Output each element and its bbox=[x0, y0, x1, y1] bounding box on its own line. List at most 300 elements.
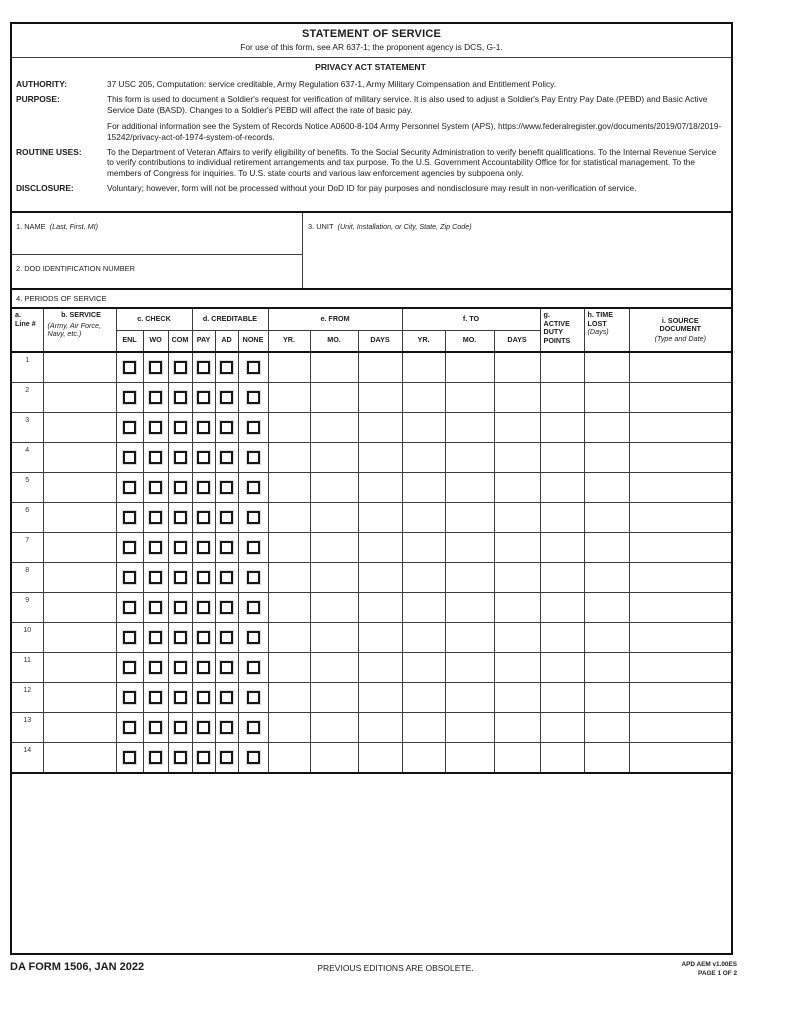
enl-checkbox[interactable] bbox=[123, 751, 136, 764]
wo-checkbox[interactable] bbox=[149, 451, 162, 464]
periods-table-body bbox=[12, 352, 731, 772]
from-mo-cell[interactable] bbox=[310, 502, 358, 532]
com-checkbox[interactable] bbox=[174, 571, 187, 584]
to-yr-cell[interactable] bbox=[402, 382, 445, 412]
wo-checkbox[interactable] bbox=[149, 511, 162, 524]
pay-checkbox[interactable] bbox=[197, 481, 210, 494]
col-header-from-days: DAYS bbox=[358, 330, 402, 352]
enl-checkbox[interactable] bbox=[123, 721, 136, 734]
col-header-pay: PAY bbox=[192, 330, 215, 352]
ad-cell bbox=[215, 622, 238, 652]
enl-checkbox[interactable] bbox=[123, 631, 136, 644]
to-mo-cell[interactable] bbox=[445, 622, 494, 652]
wo-checkbox[interactable] bbox=[149, 391, 162, 404]
from-mo-cell[interactable] bbox=[310, 382, 358, 412]
name-field[interactable] bbox=[12, 213, 302, 255]
to-days-cell[interactable] bbox=[494, 532, 540, 562]
com-checkbox[interactable] bbox=[174, 541, 187, 554]
time-lost-cell[interactable] bbox=[584, 622, 629, 652]
line-number-cell: 5 bbox=[12, 472, 43, 502]
periods-of-service-header: 4. PERIODS OF SERVICE bbox=[12, 290, 731, 309]
none-checkbox[interactable] bbox=[247, 631, 260, 644]
active-duty-points-cell[interactable] bbox=[540, 382, 584, 412]
pay-checkbox[interactable] bbox=[197, 661, 210, 674]
to-yr-cell[interactable] bbox=[402, 442, 445, 472]
none-checkbox[interactable] bbox=[247, 361, 260, 374]
ad-checkbox[interactable] bbox=[220, 481, 233, 494]
to-yr-cell[interactable] bbox=[402, 712, 445, 742]
from-days-cell[interactable] bbox=[358, 472, 402, 502]
ad-checkbox[interactable] bbox=[220, 541, 233, 554]
time-lost-cell[interactable] bbox=[584, 502, 629, 532]
to-yr-cell[interactable] bbox=[402, 352, 445, 382]
enl-cell bbox=[116, 472, 143, 502]
com-checkbox[interactable] bbox=[174, 421, 187, 434]
ad-checkbox[interactable] bbox=[220, 421, 233, 434]
ad-cell bbox=[215, 382, 238, 412]
time-lost-cell[interactable] bbox=[584, 742, 629, 772]
routine-uses-row bbox=[16, 147, 725, 178]
com-checkbox[interactable] bbox=[174, 451, 187, 464]
to-days-cell[interactable] bbox=[494, 352, 540, 382]
source-document-cell[interactable] bbox=[629, 502, 731, 532]
to-mo-cell[interactable] bbox=[445, 562, 494, 592]
enl-checkbox[interactable] bbox=[123, 451, 136, 464]
to-mo-cell[interactable] bbox=[445, 352, 494, 382]
com-checkbox[interactable] bbox=[174, 661, 187, 674]
to-yr-cell[interactable] bbox=[402, 652, 445, 682]
from-yr-cell[interactable] bbox=[268, 682, 310, 712]
source-document-cell[interactable] bbox=[629, 682, 731, 712]
privacy-act-header: PRIVACY ACT STATEMENT bbox=[315, 62, 426, 72]
from-mo-cell[interactable] bbox=[310, 652, 358, 682]
pay-cell bbox=[192, 472, 215, 502]
to-days-cell[interactable] bbox=[494, 742, 540, 772]
service-cell[interactable] bbox=[43, 382, 116, 412]
from-yr-cell[interactable] bbox=[268, 412, 310, 442]
to-yr-cell[interactable] bbox=[402, 742, 445, 772]
none-checkbox[interactable] bbox=[247, 391, 260, 404]
authority-label: AUTHORITY: bbox=[16, 79, 68, 89]
col-group-to: f. TO bbox=[402, 309, 540, 330]
none-cell bbox=[238, 682, 268, 712]
time-lost-cell[interactable] bbox=[584, 532, 629, 562]
time-lost-cell[interactable] bbox=[584, 412, 629, 442]
from-days-cell[interactable] bbox=[358, 622, 402, 652]
wo-checkbox[interactable] bbox=[149, 661, 162, 674]
wo-cell bbox=[143, 562, 168, 592]
to-yr-cell[interactable] bbox=[402, 682, 445, 712]
ad-cell bbox=[215, 712, 238, 742]
from-days-cell[interactable] bbox=[358, 532, 402, 562]
service-cell[interactable] bbox=[43, 592, 116, 622]
com-checkbox[interactable] bbox=[174, 361, 187, 374]
none-checkbox[interactable] bbox=[247, 691, 260, 704]
service-cell[interactable] bbox=[43, 562, 116, 592]
ad-cell bbox=[215, 652, 238, 682]
wo-checkbox[interactable] bbox=[149, 481, 162, 494]
to-mo-cell[interactable] bbox=[445, 652, 494, 682]
to-mo-cell[interactable] bbox=[445, 592, 494, 622]
pay-cell bbox=[192, 382, 215, 412]
to-days-cell[interactable] bbox=[494, 562, 540, 592]
source-document-cell[interactable] bbox=[629, 742, 731, 772]
to-days-cell[interactable] bbox=[494, 682, 540, 712]
active-duty-points-cell[interactable] bbox=[540, 712, 584, 742]
purpose-paragraph-2: For additional information see the System of Records Notice A0600-8-104 Army Personnel System (APS), https://www.federalregister.gov/documents/2019/07/18/2019-15242/privacy-act-of-1974-system-of-records. bbox=[107, 121, 722, 142]
from-yr-cell[interactable] bbox=[268, 502, 310, 532]
table-row bbox=[12, 592, 731, 622]
wo-checkbox[interactable] bbox=[149, 631, 162, 644]
ad-checkbox[interactable] bbox=[220, 451, 233, 464]
active-duty-points-cell[interactable] bbox=[540, 412, 584, 442]
enl-cell bbox=[116, 622, 143, 652]
from-days-cell[interactable] bbox=[358, 442, 402, 472]
service-cell[interactable] bbox=[43, 472, 116, 502]
from-yr-cell[interactable] bbox=[268, 532, 310, 562]
to-days-cell[interactable] bbox=[494, 622, 540, 652]
from-days-cell[interactable] bbox=[358, 382, 402, 412]
com-checkbox[interactable] bbox=[174, 601, 187, 614]
from-mo-cell[interactable] bbox=[310, 442, 358, 472]
from-days-cell[interactable] bbox=[358, 352, 402, 382]
source-document-cell[interactable] bbox=[629, 562, 731, 592]
ad-checkbox[interactable] bbox=[220, 631, 233, 644]
time-lost-cell[interactable] bbox=[584, 712, 629, 742]
none-cell bbox=[238, 412, 268, 442]
none-checkbox[interactable] bbox=[247, 751, 260, 764]
to-days-cell[interactable] bbox=[494, 592, 540, 622]
com-cell bbox=[168, 652, 192, 682]
none-checkbox[interactable] bbox=[247, 721, 260, 734]
com-cell bbox=[168, 562, 192, 592]
source-document-cell[interactable] bbox=[629, 382, 731, 412]
service-cell[interactable] bbox=[43, 412, 116, 442]
from-days-cell[interactable] bbox=[358, 412, 402, 442]
service-cell[interactable] bbox=[43, 742, 116, 772]
com-checkbox[interactable] bbox=[174, 751, 187, 764]
service-cell[interactable] bbox=[43, 652, 116, 682]
none-cell bbox=[238, 382, 268, 412]
none-checkbox[interactable] bbox=[247, 421, 260, 434]
col-header-wo: WO bbox=[143, 330, 168, 352]
from-days-cell[interactable] bbox=[358, 502, 402, 532]
enl-checkbox[interactable] bbox=[123, 481, 136, 494]
com-checkbox[interactable] bbox=[174, 511, 187, 524]
ad-checkbox[interactable] bbox=[220, 511, 233, 524]
to-yr-cell[interactable] bbox=[402, 472, 445, 502]
to-yr-cell[interactable] bbox=[402, 412, 445, 442]
source-document-cell[interactable] bbox=[629, 472, 731, 502]
none-checkbox[interactable] bbox=[247, 481, 260, 494]
to-days-cell[interactable] bbox=[494, 502, 540, 532]
from-yr-cell[interactable] bbox=[268, 562, 310, 592]
from-days-cell[interactable] bbox=[358, 682, 402, 712]
from-yr-cell[interactable] bbox=[268, 712, 310, 742]
com-cell bbox=[168, 592, 192, 622]
wo-checkbox[interactable] bbox=[149, 721, 162, 734]
active-duty-points-cell[interactable] bbox=[540, 442, 584, 472]
from-yr-cell[interactable] bbox=[268, 472, 310, 502]
name-field-label: 1. NAME (Last, First, MI) bbox=[16, 222, 99, 231]
line-number-cell: 4 bbox=[12, 442, 43, 472]
time-lost-cell[interactable] bbox=[584, 592, 629, 622]
to-mo-cell[interactable] bbox=[445, 742, 494, 772]
to-yr-cell[interactable] bbox=[402, 502, 445, 532]
col-header-line: a. Line # bbox=[12, 309, 43, 352]
routine-uses-text: To the Department of Veteran Affairs to verify eligibility of benefits. To the Social Security Administration to verify benefit qualifications. To the Internal Revenue Service to verify contributions to individual retirement arrangements and tax purpose. To the U.S. Government Accountability Office for for statistical management. To the members of Congress for inquiries. To U.S. state courts and various law enforcement agencies by subpoena only. bbox=[107, 147, 717, 178]
wo-checkbox[interactable] bbox=[149, 361, 162, 374]
enl-checkbox[interactable] bbox=[123, 361, 136, 374]
pay-cell bbox=[192, 442, 215, 472]
active-duty-points-cell[interactable] bbox=[540, 502, 584, 532]
col-header-com: COM bbox=[168, 330, 192, 352]
service-cell[interactable] bbox=[43, 622, 116, 652]
com-checkbox[interactable] bbox=[174, 631, 187, 644]
col-group-creditable: d. CREDITABLE bbox=[192, 309, 268, 330]
authority-row bbox=[16, 79, 725, 89]
time-lost-cell[interactable] bbox=[584, 382, 629, 412]
from-days-cell[interactable] bbox=[358, 562, 402, 592]
pay-checkbox[interactable] bbox=[197, 451, 210, 464]
from-yr-cell[interactable] bbox=[268, 352, 310, 382]
wo-cell bbox=[143, 472, 168, 502]
source-document-cell[interactable] bbox=[629, 442, 731, 472]
enl-cell bbox=[116, 412, 143, 442]
time-lost-cell[interactable] bbox=[584, 352, 629, 382]
to-yr-cell[interactable] bbox=[402, 622, 445, 652]
com-cell bbox=[168, 622, 192, 652]
col-header-enl: ENL bbox=[116, 330, 143, 352]
time-lost-cell[interactable] bbox=[584, 652, 629, 682]
from-mo-cell[interactable] bbox=[310, 682, 358, 712]
active-duty-points-cell[interactable] bbox=[540, 352, 584, 382]
none-cell bbox=[238, 742, 268, 772]
to-days-cell[interactable] bbox=[494, 712, 540, 742]
pay-checkbox[interactable] bbox=[197, 601, 210, 614]
wo-cell bbox=[143, 532, 168, 562]
active-duty-points-cell[interactable] bbox=[540, 652, 584, 682]
source-document-cell[interactable] bbox=[629, 352, 731, 382]
time-lost-cell[interactable] bbox=[584, 472, 629, 502]
com-checkbox[interactable] bbox=[174, 481, 187, 494]
service-cell[interactable] bbox=[43, 712, 116, 742]
line-number-cell: 1 bbox=[12, 352, 43, 382]
to-mo-cell[interactable] bbox=[445, 682, 494, 712]
pay-checkbox[interactable] bbox=[197, 511, 210, 524]
com-checkbox[interactable] bbox=[174, 691, 187, 704]
ad-cell bbox=[215, 352, 238, 382]
source-document-cell[interactable] bbox=[629, 412, 731, 442]
source-document-cell[interactable] bbox=[629, 532, 731, 562]
to-days-cell[interactable] bbox=[494, 472, 540, 502]
ad-checkbox[interactable] bbox=[220, 391, 233, 404]
from-mo-cell[interactable] bbox=[310, 472, 358, 502]
none-checkbox[interactable] bbox=[247, 451, 260, 464]
pay-checkbox[interactable] bbox=[197, 721, 210, 734]
to-mo-cell[interactable] bbox=[445, 502, 494, 532]
page-number: PAGE 1 OF 2 bbox=[698, 969, 737, 977]
from-days-cell[interactable] bbox=[358, 712, 402, 742]
from-yr-cell[interactable] bbox=[268, 742, 310, 772]
apd-version: APD AEM v1.00ES bbox=[681, 961, 737, 968]
active-duty-points-cell[interactable] bbox=[540, 472, 584, 502]
pay-checkbox[interactable] bbox=[197, 631, 210, 644]
to-yr-cell[interactable] bbox=[402, 592, 445, 622]
none-checkbox[interactable] bbox=[247, 511, 260, 524]
pay-checkbox[interactable] bbox=[197, 541, 210, 554]
wo-cell bbox=[143, 352, 168, 382]
table-row bbox=[12, 382, 731, 412]
active-duty-points-cell[interactable] bbox=[540, 622, 584, 652]
ad-checkbox[interactable] bbox=[220, 721, 233, 734]
pay-checkbox[interactable] bbox=[197, 391, 210, 404]
from-mo-cell[interactable] bbox=[310, 532, 358, 562]
from-days-cell[interactable] bbox=[358, 652, 402, 682]
enl-checkbox[interactable] bbox=[123, 391, 136, 404]
none-checkbox[interactable] bbox=[247, 541, 260, 554]
enl-checkbox[interactable] bbox=[123, 541, 136, 554]
active-duty-points-cell[interactable] bbox=[540, 532, 584, 562]
identification-fields bbox=[12, 213, 731, 290]
pay-cell bbox=[192, 412, 215, 442]
service-cell[interactable] bbox=[43, 502, 116, 532]
ad-checkbox[interactable] bbox=[220, 361, 233, 374]
ad-checkbox[interactable] bbox=[220, 661, 233, 674]
service-cell[interactable] bbox=[43, 532, 116, 562]
ad-checkbox[interactable] bbox=[220, 751, 233, 764]
to-mo-cell[interactable] bbox=[445, 712, 494, 742]
pay-cell bbox=[192, 562, 215, 592]
ad-checkbox[interactable] bbox=[220, 691, 233, 704]
wo-checkbox[interactable] bbox=[149, 421, 162, 434]
line-number-cell: 12 bbox=[12, 682, 43, 712]
to-yr-cell[interactable] bbox=[402, 562, 445, 592]
pay-checkbox[interactable] bbox=[197, 421, 210, 434]
active-duty-points-cell[interactable] bbox=[540, 562, 584, 592]
source-document-cell[interactable] bbox=[629, 652, 731, 682]
to-mo-cell[interactable] bbox=[445, 382, 494, 412]
ad-checkbox[interactable] bbox=[220, 601, 233, 614]
none-checkbox[interactable] bbox=[247, 661, 260, 674]
com-checkbox[interactable] bbox=[174, 721, 187, 734]
title-section bbox=[12, 24, 731, 58]
service-cell[interactable] bbox=[43, 442, 116, 472]
from-yr-cell[interactable] bbox=[268, 382, 310, 412]
wo-checkbox[interactable] bbox=[149, 601, 162, 614]
com-checkbox[interactable] bbox=[174, 391, 187, 404]
table-row bbox=[12, 742, 731, 772]
ad-cell bbox=[215, 532, 238, 562]
purpose-text bbox=[107, 94, 725, 142]
service-cell[interactable] bbox=[43, 682, 116, 712]
pay-checkbox[interactable] bbox=[197, 691, 210, 704]
to-mo-cell[interactable] bbox=[445, 532, 494, 562]
active-duty-points-cell[interactable] bbox=[540, 682, 584, 712]
from-mo-cell[interactable] bbox=[310, 712, 358, 742]
wo-checkbox[interactable] bbox=[149, 751, 162, 764]
enl-checkbox[interactable] bbox=[123, 661, 136, 674]
none-checkbox[interactable] bbox=[247, 571, 260, 584]
wo-checkbox[interactable] bbox=[149, 691, 162, 704]
time-lost-cell[interactable] bbox=[584, 682, 629, 712]
from-days-cell[interactable] bbox=[358, 592, 402, 622]
dod-id-field[interactable] bbox=[12, 255, 302, 288]
from-yr-cell[interactable] bbox=[268, 652, 310, 682]
privacy-act-section bbox=[12, 58, 731, 213]
active-duty-points-cell[interactable] bbox=[540, 592, 584, 622]
from-yr-cell[interactable] bbox=[268, 622, 310, 652]
table-row bbox=[12, 532, 731, 562]
pay-checkbox[interactable] bbox=[197, 361, 210, 374]
to-yr-cell[interactable] bbox=[402, 532, 445, 562]
form-footer bbox=[10, 961, 737, 978]
enl-cell bbox=[116, 652, 143, 682]
wo-cell bbox=[143, 592, 168, 622]
none-checkbox[interactable] bbox=[247, 601, 260, 614]
to-mo-cell[interactable] bbox=[445, 412, 494, 442]
unit-field-label: 3. UNIT (Unit, Installation, or City, State, Zip Code) bbox=[308, 222, 472, 231]
active-duty-points-cell[interactable] bbox=[540, 742, 584, 772]
pay-checkbox[interactable] bbox=[197, 751, 210, 764]
to-mo-cell[interactable] bbox=[445, 472, 494, 502]
wo-checkbox[interactable] bbox=[149, 541, 162, 554]
enl-checkbox[interactable] bbox=[123, 571, 136, 584]
enl-checkbox[interactable] bbox=[123, 691, 136, 704]
unit-field[interactable] bbox=[303, 213, 731, 288]
disclosure-text: Voluntary; however, form will not be processed without your DoD ID for pay purposes and nondisclosure may result in non-verification of service. bbox=[107, 183, 637, 194]
source-document-cell[interactable] bbox=[629, 622, 731, 652]
enl-checkbox[interactable] bbox=[123, 421, 136, 434]
from-yr-cell[interactable] bbox=[268, 442, 310, 472]
from-days-cell[interactable] bbox=[358, 742, 402, 772]
enl-cell bbox=[116, 562, 143, 592]
to-days-cell[interactable] bbox=[494, 652, 540, 682]
from-mo-cell[interactable] bbox=[310, 592, 358, 622]
form-subtitle: For use of this form, see AR 637-1; the proponent agency is DCS, G-1. bbox=[240, 42, 503, 52]
line-number-cell: 10 bbox=[12, 622, 43, 652]
from-mo-cell[interactable] bbox=[310, 352, 358, 382]
wo-checkbox[interactable] bbox=[149, 571, 162, 584]
from-mo-cell[interactable] bbox=[310, 742, 358, 772]
disclosure-row bbox=[16, 183, 725, 193]
form-title: STATEMENT OF SERVICE bbox=[301, 28, 442, 40]
enl-checkbox[interactable] bbox=[123, 601, 136, 614]
none-cell bbox=[238, 652, 268, 682]
ad-checkbox[interactable] bbox=[220, 571, 233, 584]
from-mo-cell[interactable] bbox=[310, 412, 358, 442]
from-mo-cell[interactable] bbox=[310, 622, 358, 652]
table-row bbox=[12, 472, 731, 502]
time-lost-cell[interactable] bbox=[584, 442, 629, 472]
enl-checkbox[interactable] bbox=[123, 511, 136, 524]
none-cell bbox=[238, 472, 268, 502]
source-document-cell[interactable] bbox=[629, 712, 731, 742]
table-row bbox=[12, 682, 731, 712]
source-document-cell[interactable] bbox=[629, 592, 731, 622]
pay-checkbox[interactable] bbox=[197, 571, 210, 584]
from-yr-cell[interactable] bbox=[268, 592, 310, 622]
to-mo-cell[interactable] bbox=[445, 442, 494, 472]
to-days-cell[interactable] bbox=[494, 442, 540, 472]
form-id: DA FORM 1506, JAN 2022 bbox=[10, 961, 145, 973]
wo-cell bbox=[143, 382, 168, 412]
to-days-cell[interactable] bbox=[494, 382, 540, 412]
time-lost-cell[interactable] bbox=[584, 562, 629, 592]
from-mo-cell[interactable] bbox=[310, 562, 358, 592]
to-days-cell[interactable] bbox=[494, 412, 540, 442]
service-cell[interactable] bbox=[43, 352, 116, 382]
